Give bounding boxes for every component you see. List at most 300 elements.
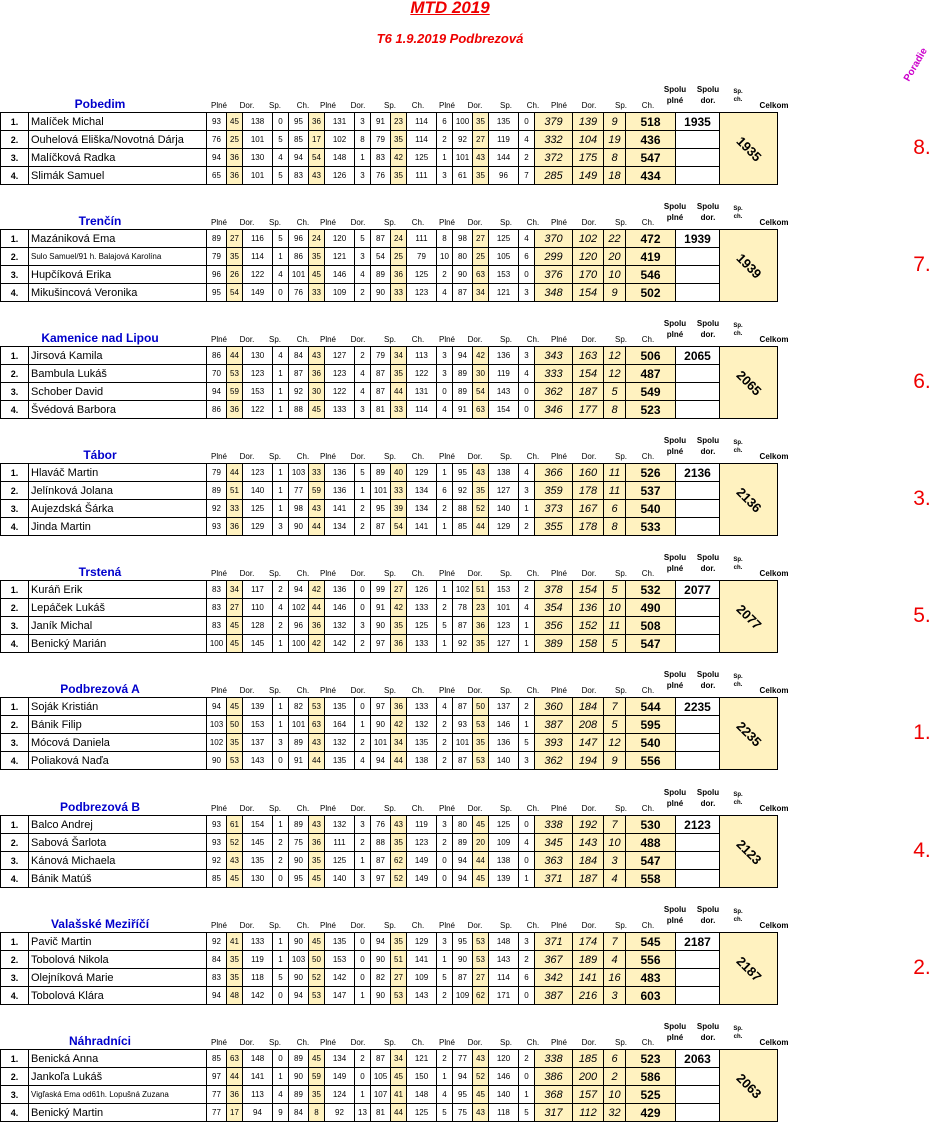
round-score-cell: 17: [227, 1104, 243, 1122]
column-header: Dor.: [350, 569, 366, 578]
round-score-cell: 0: [273, 870, 289, 888]
round-score-cell: 142: [325, 635, 355, 653]
player-name: Janík Michal: [29, 617, 207, 635]
round-score-cell: 94: [207, 698, 227, 716]
round-score-cell: 128: [243, 617, 273, 635]
column-header: Dor.: [239, 218, 255, 227]
player-order: 1.: [1, 347, 29, 365]
column-header: Ch.: [526, 686, 540, 695]
player-order: 3.: [1, 500, 29, 518]
round-score-cell: 2: [437, 716, 453, 734]
player-name: Jankoľa Lukáš: [29, 1068, 207, 1086]
team-total-cell: [676, 284, 720, 302]
spolu-dor-cell: 112: [573, 1104, 604, 1122]
team-total-cell: [676, 969, 720, 987]
player-order: 4.: [1, 167, 29, 185]
round-score-cell: 27: [473, 131, 489, 149]
round-score-cell: 45: [309, 870, 325, 888]
round-score-cell: 24: [391, 230, 407, 248]
column-header: Plné: [550, 569, 567, 578]
round-score-cell: 91: [289, 752, 309, 770]
round-score-cell: 3: [437, 167, 453, 185]
round-score-cell: 82: [289, 698, 309, 716]
column-header: Dor.: [467, 1038, 483, 1047]
round-score-cell: 6: [437, 113, 453, 131]
column-header: Dor.: [581, 686, 597, 695]
round-score-cell: 85: [207, 870, 227, 888]
round-score-cell: 121: [407, 1050, 437, 1068]
column-header-spolu-plne: Spolu plné: [663, 788, 687, 808]
spolu-dor-cell: 194: [573, 752, 604, 770]
player-row: [1, 167, 778, 185]
player-name: Malíček Michal: [29, 113, 207, 131]
team-total-cell: 1939: [676, 230, 720, 248]
player-order: 3.: [1, 734, 29, 752]
round-score-cell: 140: [243, 482, 273, 500]
column-header: Dor.: [239, 452, 255, 461]
column-header-celkom: Celkom: [759, 686, 789, 695]
round-score-cell: 13: [355, 1104, 371, 1122]
column-header: Sp.: [614, 218, 627, 227]
round-score-cell: 127: [325, 347, 355, 365]
player-name: Mikušincová Veronika: [29, 284, 207, 302]
round-score-cell: 83: [207, 617, 227, 635]
column-header: Plné: [550, 101, 567, 110]
spolu-ch-cell: 5: [604, 383, 626, 401]
player-row: [1, 987, 778, 1005]
round-score-cell: 89: [207, 230, 227, 248]
player-row: [1, 518, 778, 536]
round-score-cell: 90: [371, 951, 391, 969]
column-header: Dor.: [239, 101, 255, 110]
round-score-cell: 2: [355, 518, 371, 536]
celkom-cell: 518: [626, 113, 676, 131]
round-score-cell: 97: [371, 635, 391, 653]
spolu-dor-cell: 185: [573, 1050, 604, 1068]
round-score-cell: 89: [371, 464, 391, 482]
round-score-cell: 3: [519, 482, 535, 500]
celkom-cell: 530: [626, 816, 676, 834]
player-row: [1, 1050, 778, 1068]
round-score-cell: 54: [371, 248, 391, 266]
round-score-cell: 135: [325, 752, 355, 770]
round-score-cell: 117: [243, 581, 273, 599]
round-score-cell: 42: [309, 635, 325, 653]
spolu-plne-cell: 371: [535, 870, 573, 888]
round-score-cell: 59: [227, 383, 243, 401]
spolu-ch-cell: 2: [604, 1068, 626, 1086]
round-score-cell: 142: [243, 987, 273, 1005]
round-score-cell: 83: [207, 969, 227, 987]
column-header: Sp.: [499, 101, 512, 110]
column-header: Plné: [550, 335, 567, 344]
document-subtitle: T6 1.9.2019 Podbrezová: [376, 31, 524, 46]
round-score-cell: 97: [371, 870, 391, 888]
player-order: 2.: [1, 482, 29, 500]
player-row: [1, 951, 778, 969]
round-score-cell: 97: [207, 1068, 227, 1086]
round-score-cell: 102: [289, 599, 309, 617]
round-score-cell: 132: [325, 816, 355, 834]
spolu-ch-cell: 12: [604, 365, 626, 383]
player-name: Vigľaská Ema od61h. Lopušná Zuzana: [29, 1086, 207, 1104]
round-score-cell: 81: [371, 1104, 391, 1122]
round-score-cell: 25: [391, 248, 407, 266]
spolu-dor-cell: 136: [573, 599, 604, 617]
round-score-cell: 4: [273, 1086, 289, 1104]
round-score-cell: 136: [325, 482, 355, 500]
round-score-cell: 62: [391, 852, 407, 870]
round-score-cell: 89: [453, 383, 473, 401]
column-header: Ch.: [526, 1038, 540, 1047]
round-score-cell: 125: [407, 266, 437, 284]
round-score-cell: 89: [371, 266, 391, 284]
player-order: 2.: [1, 951, 29, 969]
round-score-cell: 101: [371, 734, 391, 752]
round-score-cell: 52: [473, 1068, 489, 1086]
round-score-cell: 107: [371, 1086, 391, 1104]
player-name: Sulo Samuel/91 h. Balajová Karolína: [29, 248, 207, 266]
round-score-cell: 45: [227, 113, 243, 131]
round-score-cell: 102: [325, 131, 355, 149]
column-header: Dor.: [581, 921, 597, 930]
player-row: [1, 617, 778, 635]
celkom-cell: 506: [626, 347, 676, 365]
round-score-cell: 35: [473, 635, 489, 653]
round-score-cell: 2: [273, 834, 289, 852]
column-header: Plné: [319, 218, 336, 227]
celkom-cell: 532: [626, 581, 676, 599]
column-header: Dor.: [581, 1038, 597, 1047]
spolu-plne-cell: 370: [535, 230, 573, 248]
rank-column-label: Poradie: [902, 46, 930, 84]
round-score-cell: 87: [453, 969, 473, 987]
team-name: Trstená: [78, 565, 122, 579]
round-score-cell: 102: [453, 581, 473, 599]
round-score-cell: 139: [489, 870, 519, 888]
round-score-cell: 90: [289, 852, 309, 870]
player-name: Jirsová Kamila: [29, 347, 207, 365]
round-score-cell: 132: [325, 734, 355, 752]
round-score-cell: 136: [325, 581, 355, 599]
round-score-cell: 4: [437, 401, 453, 419]
player-order: 4.: [1, 987, 29, 1005]
round-score-cell: 94: [243, 1104, 273, 1122]
round-score-cell: 36: [227, 518, 243, 536]
round-score-cell: 76: [289, 284, 309, 302]
round-score-cell: 114: [243, 248, 273, 266]
spolu-ch-cell: 10: [604, 834, 626, 852]
round-score-cell: 4: [519, 834, 535, 852]
round-score-cell: 95: [371, 500, 391, 518]
round-score-cell: 27: [391, 581, 407, 599]
round-score-cell: 102: [207, 734, 227, 752]
round-score-cell: 94: [371, 752, 391, 770]
round-score-cell: 90: [371, 617, 391, 635]
round-score-cell: 5: [437, 969, 453, 987]
column-header: Sp.: [614, 921, 627, 930]
spolu-ch-cell: 12: [604, 347, 626, 365]
column-header: Sp.: [499, 452, 512, 461]
round-score-cell: 91: [371, 113, 391, 131]
column-header: Ch.: [411, 101, 425, 110]
column-header: Dor.: [467, 804, 483, 813]
round-score-cell: 36: [227, 401, 243, 419]
round-score-cell: 42: [391, 149, 407, 167]
spolu-plne-cell: 386: [535, 1068, 573, 1086]
spolu-dor-cell: 189: [573, 951, 604, 969]
column-header: Ch.: [296, 1038, 310, 1047]
player-order: 1.: [1, 698, 29, 716]
spolu-ch-cell: 4: [604, 951, 626, 969]
round-score-cell: 44: [309, 752, 325, 770]
round-score-cell: 1: [273, 500, 289, 518]
player-row: [1, 635, 778, 653]
player-name: Bánik Matúš: [29, 870, 207, 888]
column-header-spolu-plne: Spolu plné: [663, 85, 687, 105]
spolu-ch-cell: 18: [604, 167, 626, 185]
round-score-cell: 53: [309, 987, 325, 1005]
round-score-cell: 2: [437, 1050, 453, 1068]
round-score-cell: 53: [473, 933, 489, 951]
column-header: Sp.: [268, 1038, 281, 1047]
team-name: Trenčín: [78, 214, 122, 228]
round-score-cell: 70: [207, 365, 227, 383]
round-score-cell: 98: [453, 230, 473, 248]
round-score-cell: 1: [355, 149, 371, 167]
round-score-cell: 3: [273, 518, 289, 536]
round-score-cell: 35: [391, 365, 407, 383]
round-score-cell: 35: [473, 113, 489, 131]
team-name: Pobedim: [74, 97, 126, 111]
round-score-cell: 1: [273, 816, 289, 834]
team-total-rotated: 1939: [720, 230, 778, 302]
team-total-cell: 2136: [676, 464, 720, 482]
column-header-spolu-ch: Sp. ch.: [733, 206, 743, 220]
round-score-cell: 4: [519, 464, 535, 482]
player-row: [1, 248, 778, 266]
spolu-plne-cell: 346: [535, 401, 573, 419]
round-score-cell: 149: [407, 870, 437, 888]
spolu-ch-cell: 11: [604, 617, 626, 635]
celkom-cell: 540: [626, 734, 676, 752]
round-score-cell: 90: [371, 716, 391, 734]
results-table: [0, 697, 778, 770]
round-score-cell: 149: [243, 284, 273, 302]
player-row: [1, 401, 778, 419]
player-name: Bánik Filip: [29, 716, 207, 734]
round-score-cell: 65: [207, 167, 227, 185]
team-total-cell: [676, 734, 720, 752]
round-score-cell: 0: [437, 383, 453, 401]
round-score-cell: 111: [407, 230, 437, 248]
round-score-cell: 7: [519, 167, 535, 185]
column-header: Plné: [438, 218, 455, 227]
round-score-cell: 149: [325, 1068, 355, 1086]
column-header: Plné: [319, 686, 336, 695]
team-total-cell: 2077: [676, 581, 720, 599]
team-block: [0, 554, 944, 671]
round-score-cell: 1: [437, 1068, 453, 1086]
results-table: [0, 112, 778, 185]
round-score-cell: 44: [391, 752, 407, 770]
round-score-cell: 5: [437, 617, 453, 635]
column-header: Plné: [550, 921, 567, 930]
spolu-dor-cell: 174: [573, 933, 604, 951]
round-score-cell: 140: [489, 752, 519, 770]
player-row: [1, 969, 778, 987]
round-score-cell: 43: [309, 500, 325, 518]
player-name: Tobolová Klára: [29, 987, 207, 1005]
round-score-cell: 3: [273, 734, 289, 752]
player-order: 2.: [1, 248, 29, 266]
spolu-ch-cell: 9: [604, 284, 626, 302]
round-score-cell: 143: [489, 383, 519, 401]
column-header: Ch.: [526, 101, 540, 110]
round-score-cell: 90: [453, 266, 473, 284]
column-header: Ch.: [641, 686, 655, 695]
player-order: 4.: [1, 870, 29, 888]
round-score-cell: 114: [489, 969, 519, 987]
spolu-dor-cell: 184: [573, 852, 604, 870]
round-score-cell: 63: [473, 401, 489, 419]
round-score-cell: 34: [473, 284, 489, 302]
round-score-cell: 43: [473, 1104, 489, 1122]
column-header: Sp.: [614, 686, 627, 695]
spolu-ch-cell: 11: [604, 482, 626, 500]
celkom-cell: 547: [626, 635, 676, 653]
round-score-cell: 0: [519, 383, 535, 401]
round-score-cell: 44: [391, 1104, 407, 1122]
round-score-cell: 35: [391, 131, 407, 149]
round-score-cell: 1: [355, 1086, 371, 1104]
round-score-cell: 1: [519, 500, 535, 518]
column-header: Ch.: [296, 686, 310, 695]
round-score-cell: 90: [289, 933, 309, 951]
column-header: Sp.: [614, 569, 627, 578]
column-header: Plné: [319, 335, 336, 344]
round-score-cell: 40: [391, 464, 407, 482]
round-score-cell: 59: [309, 482, 325, 500]
round-score-cell: 148: [243, 1050, 273, 1068]
celkom-cell: 545: [626, 933, 676, 951]
team-total-cell: [676, 635, 720, 653]
column-header: Dor.: [350, 1038, 366, 1047]
round-score-cell: 0: [273, 752, 289, 770]
round-score-cell: 36: [309, 365, 325, 383]
round-score-cell: 2: [355, 734, 371, 752]
team-rank: 7.: [913, 253, 931, 276]
column-header: Plné: [210, 218, 227, 227]
spolu-plne-cell: 342: [535, 969, 573, 987]
column-header: Dor.: [239, 686, 255, 695]
round-score-cell: 135: [243, 852, 273, 870]
spolu-plne-cell: 389: [535, 635, 573, 653]
round-score-cell: 121: [325, 248, 355, 266]
round-score-cell: 9: [273, 1104, 289, 1122]
round-score-cell: 1: [273, 365, 289, 383]
team-total-rotated: 2136: [720, 464, 778, 536]
round-score-cell: 130: [243, 149, 273, 167]
player-row: [1, 500, 778, 518]
spolu-dor-cell: 178: [573, 482, 604, 500]
round-score-cell: 53: [227, 752, 243, 770]
round-score-cell: 1: [273, 698, 289, 716]
round-score-cell: 136: [489, 734, 519, 752]
round-score-cell: 1: [437, 581, 453, 599]
round-score-cell: 2: [437, 131, 453, 149]
round-score-cell: 77: [453, 1050, 473, 1068]
round-score-cell: 153: [243, 383, 273, 401]
round-score-cell: 141: [407, 518, 437, 536]
column-header: Sp.: [499, 335, 512, 344]
round-score-cell: 134: [325, 518, 355, 536]
round-score-cell: 126: [325, 167, 355, 185]
round-score-cell: 44: [227, 1068, 243, 1086]
column-header: Plné: [210, 569, 227, 578]
round-score-cell: 84: [289, 347, 309, 365]
round-score-cell: 43: [309, 734, 325, 752]
round-score-cell: 27: [473, 230, 489, 248]
player-row: [1, 816, 778, 834]
team-total-cell: 2187: [676, 933, 720, 951]
column-header: Ch.: [411, 452, 425, 461]
player-order: 2.: [1, 716, 29, 734]
spolu-dor-cell: 154: [573, 365, 604, 383]
round-score-cell: 1: [273, 401, 289, 419]
round-score-cell: 4: [273, 149, 289, 167]
column-header: Ch.: [296, 452, 310, 461]
spolu-plne-cell: 285: [535, 167, 573, 185]
round-score-cell: 42: [391, 599, 407, 617]
column-header: Plné: [210, 452, 227, 461]
player-order: 1.: [1, 464, 29, 482]
round-score-cell: 4: [273, 266, 289, 284]
round-score-cell: 83: [207, 581, 227, 599]
round-score-cell: 53: [473, 752, 489, 770]
round-score-cell: 86: [289, 248, 309, 266]
round-score-cell: 140: [489, 500, 519, 518]
round-score-cell: 36: [309, 834, 325, 852]
round-score-cell: 86: [207, 347, 227, 365]
spolu-dor-cell: 139: [573, 113, 604, 131]
round-score-cell: 25: [473, 248, 489, 266]
player-order: 1.: [1, 816, 29, 834]
spolu-plne-cell: 338: [535, 1050, 573, 1068]
round-score-cell: 83: [289, 167, 309, 185]
round-score-cell: 89: [289, 1086, 309, 1104]
column-header: Ch.: [411, 335, 425, 344]
player-name: Hupčíková Erika: [29, 266, 207, 284]
column-header-spolu-dor: Spolu dor.: [696, 553, 720, 573]
column-header-spolu-ch: Sp. ch.: [733, 323, 743, 337]
column-header: Dor.: [239, 569, 255, 578]
player-name: Balco Andrej: [29, 816, 207, 834]
round-score-cell: 2: [437, 500, 453, 518]
round-score-cell: 123: [407, 834, 437, 852]
round-score-cell: 5: [519, 734, 535, 752]
round-score-cell: 79: [207, 464, 227, 482]
spolu-plne-cell: 371: [535, 933, 573, 951]
round-score-cell: 2: [437, 266, 453, 284]
column-header-spolu-plne: Spolu plné: [663, 670, 687, 690]
round-score-cell: 84: [207, 951, 227, 969]
round-score-cell: 53: [391, 987, 407, 1005]
column-header-spolu-plne: Spolu plné: [663, 436, 687, 456]
spolu-ch-cell: 10: [604, 266, 626, 284]
round-score-cell: 61: [453, 167, 473, 185]
spolu-dor-cell: 163: [573, 347, 604, 365]
